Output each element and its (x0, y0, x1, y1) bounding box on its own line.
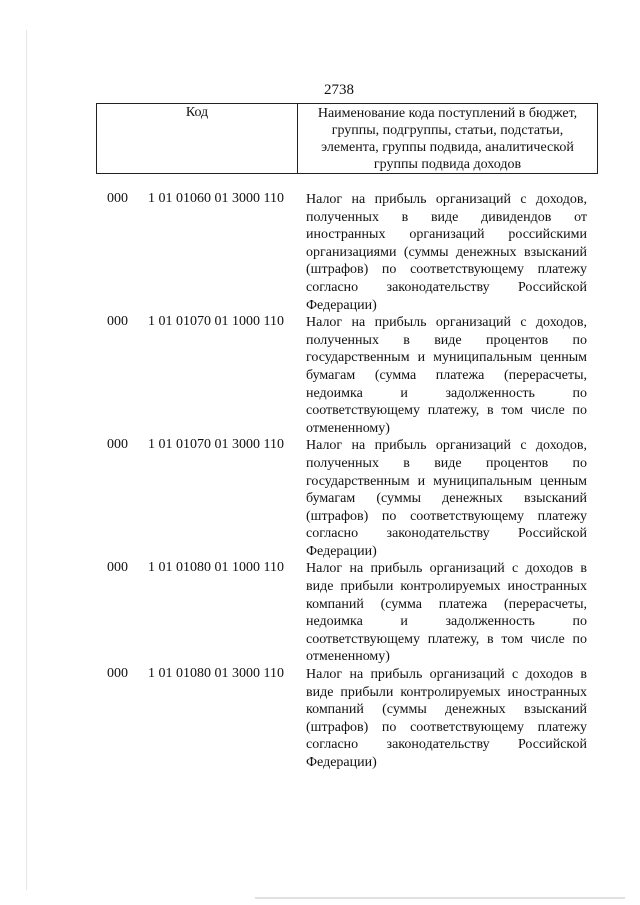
revenue-name-line: полученных в виде дивидендов от (306, 209, 587, 225)
revenue-name-line: (штрафов) по соответствующему платежу (306, 719, 587, 735)
revenue-name-cell (306, 437, 587, 560)
scan-edge-bottom (255, 897, 625, 899)
revenue-name-line: согласно законодательству Российской (306, 279, 587, 295)
revenue-name-line: полученных в виде процентов по (306, 332, 587, 348)
revenue-name-line: Налог на прибыль организаций с доходов, (306, 438, 587, 454)
revenue-name-line: Налог на прибыль организаций с доходов, (306, 192, 587, 207)
table-row (0, 314, 640, 437)
header-name-column (298, 104, 597, 173)
revenue-name-line: государственным и муниципальным ценным (306, 473, 587, 489)
revenue-name-line: недоимка и задолженность по (306, 614, 587, 630)
revenue-name-line: Налог на прибыль организаций с доходов в (306, 667, 587, 683)
admin-code-cell: 000 (107, 437, 128, 453)
revenue-name-line: согласно законодательству Российской (306, 526, 587, 542)
revenue-name-line: Федерации) (306, 543, 377, 559)
revenue-name-line: (штрафов) по соответствующему платежу (306, 508, 587, 524)
table-body (0, 191, 640, 772)
table-row (0, 666, 640, 772)
revenue-name-line: государственным и муниципальным ценным (306, 350, 587, 366)
revenue-name-line: бумагам (сумма платежа (перерасчеты, (306, 367, 587, 383)
admin-code-cell: 000 (107, 191, 128, 206)
revenue-name-line: Налог на прибыль организаций с доходов, (306, 315, 587, 331)
admin-code-cell: 000 (107, 666, 128, 682)
revenue-name-line: отмененному) (306, 420, 390, 436)
table-header (96, 103, 598, 174)
revenue-name-cell (306, 314, 587, 437)
admin-code-cell: 000 (107, 560, 128, 576)
admin-code-cell: 000 (107, 314, 128, 330)
header-name-line: Наименование кода поступлений в бюджет, (317, 106, 578, 121)
revenue-name-line: Налог на прибыль организаций с доходов в (306, 561, 587, 577)
revenue-name-line: соответствующему платежу, в том числе по (306, 403, 587, 419)
revenue-name-line: Федерации) (306, 297, 377, 313)
revenue-name-line: согласно законодательству Российской (306, 737, 587, 753)
table-row (0, 560, 640, 666)
header-name-line: элемента, группы подвида, аналитической (321, 140, 574, 155)
page-number: 2738 (324, 82, 354, 98)
revenue-name-cell (306, 191, 587, 314)
revenue-name-line: (штрафов) по соответствующему платежу (306, 262, 587, 278)
revenue-name-line: полученных в виде процентов по (306, 455, 587, 471)
revenue-name-line: соответствующему платежу, в том числе по (306, 631, 587, 647)
revenue-code-cell: 1 01 01080 01 3000 110 (148, 666, 284, 682)
revenue-code-cell: 1 01 01070 01 3000 110 (148, 437, 284, 453)
revenue-code-cell: 1 01 01070 01 1000 110 (148, 314, 284, 330)
revenue-name-cell (306, 666, 587, 772)
header-name-line: группы подвида доходов (373, 157, 522, 172)
revenue-name-line: виде прибыли контролируемых иностранных (306, 684, 587, 700)
revenue-name-line: отмененному) (306, 649, 390, 665)
revenue-name-line: компаний (сумма платежа (перерасчеты, (306, 596, 587, 612)
header-code-column: Код (97, 104, 298, 173)
revenue-name-line: бумагам (суммы денежных взысканий (306, 491, 587, 507)
revenue-name-line: недоимка и задолженность по (306, 385, 587, 401)
revenue-name-line: организациями (суммы денежных взысканий (306, 244, 587, 260)
revenue-name-cell (306, 560, 587, 666)
revenue-name-line: виде прибыли контролируемых иностранных (306, 579, 587, 595)
revenue-name-line: компаний (суммы денежных взысканий (306, 702, 587, 718)
revenue-code-cell: 1 01 01080 01 1000 110 (148, 560, 284, 576)
table-row (0, 191, 640, 314)
header-name-line: группы, подгруппы, статьи, подстатьи, (331, 123, 564, 138)
revenue-code-cell: 1 01 01060 01 3000 110 (148, 191, 284, 206)
revenue-name-line: иностранных организаций российскими (306, 227, 587, 243)
revenue-name-line: Федерации) (306, 755, 377, 770)
table-row (0, 437, 640, 560)
